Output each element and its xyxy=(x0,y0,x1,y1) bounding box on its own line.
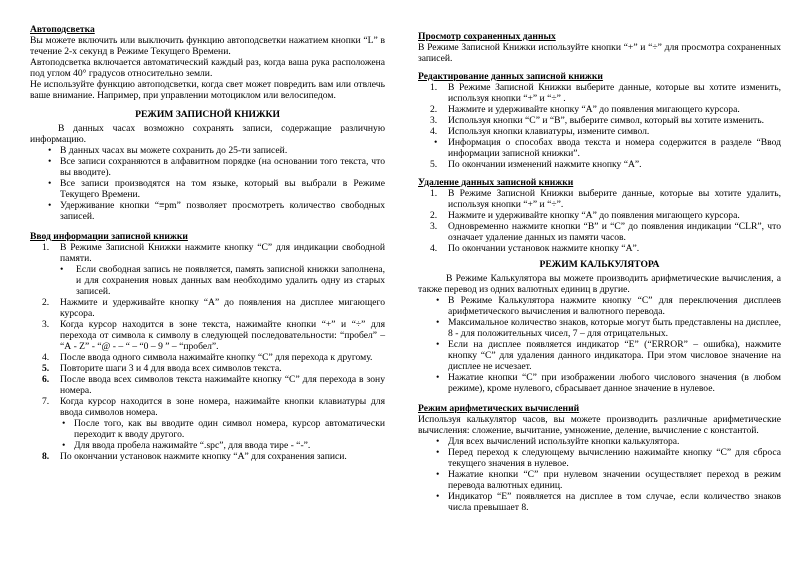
list-item: 2. Нажмите и удерживайте кнопку “А” до появления мигающего курсора. xyxy=(430,210,740,221)
entry-steps xyxy=(30,242,385,418)
entry-heading: Ввод информации записной книжки xyxy=(30,231,188,242)
arithmetic-intro: Используя калькулятор часов, вы можете производить различные арифметические вычисления: сложение, вычитание, умножение, деление, вычисление с константой. xyxy=(418,414,781,436)
view-heading: Просмотр сохраненных данных xyxy=(418,31,556,42)
view-text: В Режиме Записной Книжки используйте кнопки “+” и “÷” для просмотра сохраненных записей. xyxy=(418,42,781,64)
notebook-bullets xyxy=(30,145,385,222)
list-item: • В данных часах вы можете сохранить до 25-ти записей. xyxy=(30,145,385,156)
edit-heading: Редактирование данных записной книжки xyxy=(418,71,603,82)
edit-steps xyxy=(418,82,781,170)
list-item: • Для всех вычислений используйте кнопки калькулятора. xyxy=(418,436,781,447)
list-item: 1. В Режиме Записной Книжки нажмите кнопку “С” для индикации свободной памяти. xyxy=(42,242,385,264)
list-item: 7. Когда курсор находится в зоне номера, нажимайте кнопки клавиатуры для ввода символов номера. xyxy=(42,396,385,418)
list-item: 2. Нажмите и удерживайте кнопку “А” до появления мигающего курсора. xyxy=(430,104,740,115)
list-item: 5. По окончании изменений нажмите кнопку “А”. xyxy=(430,159,642,170)
delete-heading: Удаление данных записной книжки xyxy=(418,177,574,188)
list-item: • В Режиме Калькулятора нажмите кнопку “С” для переключения дисплеев арифметического вычисления и валютного перевода. xyxy=(418,295,781,317)
list-item: 1. В Режиме Записной Книжки выберите данные, которые вы хотите изменить, используя кнопки “+” и “÷” . xyxy=(430,82,781,104)
list-item: • Информация о способах ввода текста и номера содержится в разделе “Ввод информации записной книжки”. xyxy=(434,137,781,159)
backlight-heading: Автоподсветка xyxy=(30,24,95,35)
list-item: • Все записи сохраняются в алфавитном порядке (на основании того текста, что вы вводите). xyxy=(30,156,385,178)
list-item: 2. Нажмите и удерживайте кнопку “А” до появления на дисплее мигающего курсора. xyxy=(42,297,385,319)
arithmetic-bullets xyxy=(418,436,781,513)
list-item: 4. После ввода одного символа нажимайте кнопку “С” для перехода к другому. xyxy=(42,352,373,363)
notebook-mode-title: РЕЖИМ ЗАПИСНОЙ КНИЖКИ xyxy=(135,109,280,120)
notebook-intro: В данных часах возможно сохранять записи, содержащие различную информацию. xyxy=(30,123,385,145)
left-column xyxy=(30,24,385,462)
list-item: • Индикатор “Е” появляется на дисплее в том случае, если количество знаков числа превышает 8. xyxy=(418,491,781,513)
backlight-paragraph-2: Автоподсветка включается автоматический каждый раз, когда ваша рука расположена под углом 40° градусов относительно земли. xyxy=(30,57,385,79)
delete-steps xyxy=(418,188,781,254)
list-item: 4. По окончании установок нажмите кнопку “А”. xyxy=(430,243,640,254)
list-item: • Удерживание кнопки “≡pm” позволяет просмотреть количество свободных записей. xyxy=(30,200,385,222)
list-item: • Перед переход к следующему вычислению нажимайте кнопку “С” для сброса текущего значения в нулевое. xyxy=(418,447,781,469)
list-item: 1. В Режиме Записной Книжки выберите данные, которые вы хотите удалить, используя кнопки “+” и “÷”. xyxy=(430,188,781,210)
list-item: 3. Когда курсор находится в зоне текста, нажимайте кнопки “+” и “÷” для перехода от символа к символу в следующей последовательности: “пробел” – “А - Z” - “@ - – “ – “0 – 9 ” – “пробел”. xyxy=(42,319,385,352)
arithmetic-heading: Режим арифметических вычислений xyxy=(418,403,580,414)
list-item: • Максимальное количество знаков, которые могут быть представлены на дисплее, 8 - для положительных чисел, 7 – для отрицательных. xyxy=(418,317,781,339)
calculator-mode-title: РЕЖИМ КАЛЬКУЛЯТОРА xyxy=(539,259,660,270)
list-item: 8. По окончании установок нажмите кнопку “А” для сохранения записи. xyxy=(42,451,347,462)
list-item: 3. Одновременно нажмите кнопки “В” и “С” до появления индикации “CLR”, что означает удаление данных из памяти часов. xyxy=(430,221,781,243)
calculator-bullets xyxy=(418,295,781,394)
list-item: 3. Используя кнопки “С” и “В”, выберите символ, который вы хотите изменить. xyxy=(430,115,765,126)
list-item: • Нажатие кнопки “С” при изображении любого числового значения (в любом режиме), кроме нулевого, сбрасывает данное значение в нулевое. xyxy=(418,372,781,394)
backlight-paragraph-1: Вы можете включить или выключить функцию автоподсветки нажатием кнопки “L” в течение 2-х секунд в Режиме Текущего Времени. xyxy=(30,35,385,57)
calculator-intro: В Режиме Калькулятора вы можете производить арифметические вычисления, а также перевод из одних валютных единиц в другие. xyxy=(418,273,781,295)
list-item: • Нажатие кнопки “С” при нулевом значении осуществляет переход в режим перевода валютных единиц. xyxy=(418,469,781,491)
right-column xyxy=(418,31,781,513)
list-item: • Все записи производятся на том языке, который вы выбрали в Режиме Текущего Времени. xyxy=(30,178,385,200)
backlight-paragraph-3: Не используйте функцию автоподсветки, когда свет может повредить вам или отвлечь ваше внимание. Например, при управлении мотоциклом или велосипедом. xyxy=(30,79,385,101)
list-item: • Для ввода пробела нажимайте “.spc”, для ввода тире - “-”. xyxy=(40,440,385,451)
list-item: • После того, как вы вводите один символ номера, курсор автоматически переходит к вводу другого. xyxy=(40,418,385,440)
entry-substeps xyxy=(40,418,385,451)
list-item: 4. Используя кнопки клавиатуры, измените символ. xyxy=(430,126,650,137)
list-item: 6. После ввода всех символов текста нажимайте кнопку “С” для перехода в зону номера. xyxy=(42,374,385,396)
list-item: • Если свободная запись не появляется, память записной книжки заполнена, и для сохранения новых данных вам необходимо удалить одну из старых записей. xyxy=(60,264,385,297)
list-item: 5. Повторите шаги 3 и 4 для ввода всех символов текста. xyxy=(42,363,282,374)
list-item: • Если на дисплее появляется индикатор “Е” (“ERROR” – ошибка), нажмите кнопку “С” для удаления данного индикатора. При этом числовое значение на дисплее не исчезает. xyxy=(418,339,781,372)
entry-final-step xyxy=(30,451,385,462)
